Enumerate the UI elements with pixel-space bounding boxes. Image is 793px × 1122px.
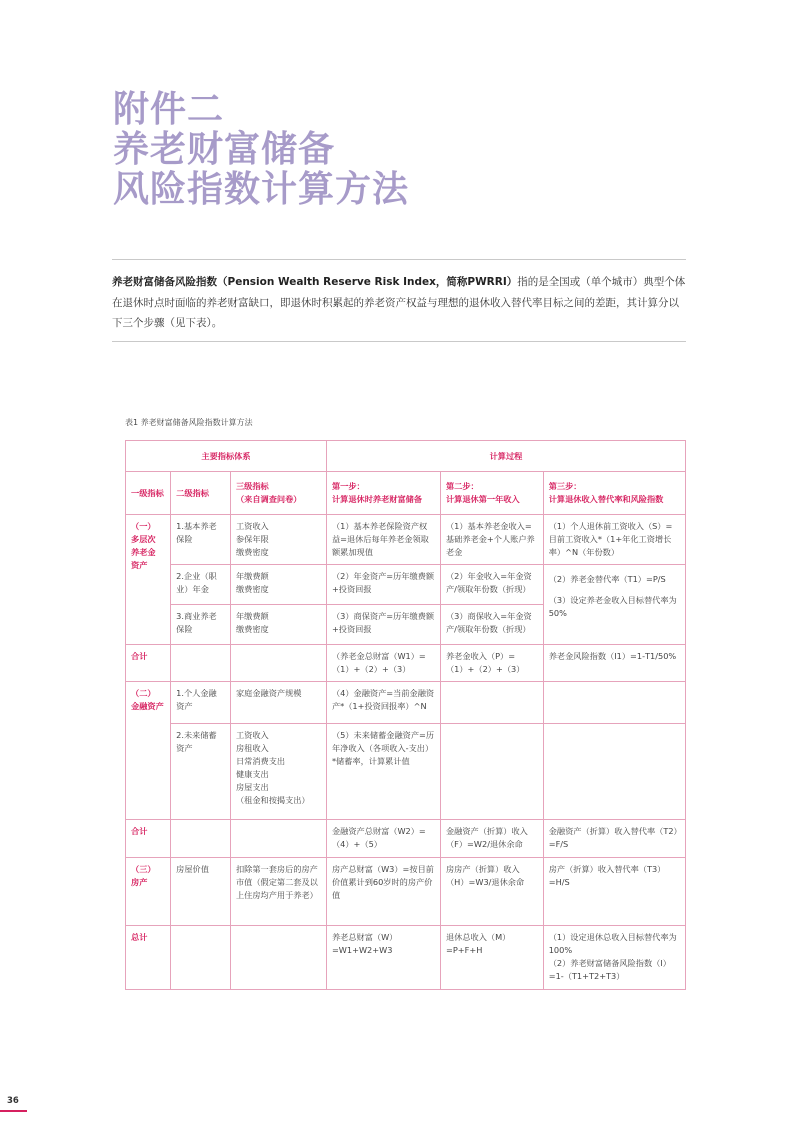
sec1-total-step2: 养老金收入（P）=（1）+（2）+（3）: [440, 645, 543, 682]
indicators-header: 主要指标体系: [126, 441, 327, 472]
intro-text: 指的是全国或（单个城市）典型个体在退休时点时面临的养老财富缺口，即退休时积累起的养老资产权益与理想的退休收入替代率目标之间的差距，其计算分以下三个步骤（见下表）。: [112, 276, 686, 329]
table-row: [126, 724, 686, 820]
level2-header: 二级指标: [171, 472, 231, 515]
sec1-r1-level2: 1.基本养老 保险: [171, 515, 231, 565]
sec1-r1-level3: 工资收入 参保年限 缴费密度: [230, 515, 326, 565]
page-number-underline: [0, 1110, 27, 1112]
sec3-level3: 扣除第一套房后的房产市值（假定第二套及以上住房均产用于养老）: [230, 858, 326, 926]
grand-total-step3: （1）设定退休总收入目标替代率为100% （2）养老财富储备风险指数（I）=1-（T1+T2+T3）: [543, 926, 685, 990]
sec3-level2: 房屋价值: [171, 858, 231, 926]
grand-total-step1: 养老总财富（W）=W1+W2+W3: [326, 926, 440, 990]
sec3-step3: 房产（折算）收入替代率（T3）=H/S: [543, 858, 685, 926]
sec1-r3-level2: 3.商业养老 保险: [171, 605, 231, 645]
sec1-r3-step1: （3）商保资产=历年缴费额+投资回报: [326, 605, 440, 645]
grand-total-step2: 退休总收入（M）=P+F+H: [440, 926, 543, 990]
method-table: [125, 440, 686, 990]
empty-cell: [230, 645, 326, 682]
title-line-3: 风险指数计算方法: [113, 169, 410, 210]
sec1-r1-step3: （1）个人退休前工资收入（S）=目前工资收入*（1+年化工资增长率）^N（年份数）: [543, 515, 685, 565]
sec2-r1-step1: （4）金融资产=当前金融资产*（1+投资回报率）^N: [326, 682, 440, 724]
sec2-r1-level2: 1.个人金融 资产: [171, 682, 231, 724]
table-row: [126, 682, 686, 724]
sec3-step1: 房产总财富（W3）=按目前价值累计到60岁时的房产价值: [326, 858, 440, 926]
table-row: [126, 515, 686, 565]
sec1-r2-level3: 年缴费额 缴费密度: [230, 565, 326, 605]
level1-header: 一级指标: [126, 472, 171, 515]
sec1-total-step3: 养老金风险指数（I1）=1-T1/50%: [543, 645, 685, 682]
group-header-row: [126, 441, 686, 472]
sec3-step2: 房房产（折算）收入（H）=W3/退休余命: [440, 858, 543, 926]
empty-cell: [543, 724, 685, 820]
bottom-divider: [112, 341, 686, 342]
empty-cell: [171, 926, 231, 990]
sec2-total-step2: 金融资产（折算）收入（F）=W2/退休余命: [440, 820, 543, 858]
page-title: [113, 90, 409, 210]
sec2-r1-level3: 家庭金融资产规模: [230, 682, 326, 724]
sec2-total-step1: 金融资产总财富（W2）=（4）+（5）: [326, 820, 440, 858]
process-header: 计算过程: [326, 441, 685, 472]
empty-cell: [440, 682, 543, 724]
step3-header: 第三步： 计算退休收入替代率和风险指数: [543, 472, 685, 515]
top-divider: [112, 259, 686, 260]
sec1-r3-level3: 年缴费额 缴费密度: [230, 605, 326, 645]
sec2-r2-level2: 2.未来储蓄 资产: [171, 724, 231, 820]
sec1-r1-step2: （1）基本养老金收入=基础养老金+个人账户养老金: [440, 515, 543, 565]
empty-cell: [230, 820, 326, 858]
empty-cell: [171, 645, 231, 682]
grand-total-label: 总计: [126, 926, 171, 990]
table-row: [126, 820, 686, 858]
table-row: [126, 645, 686, 682]
empty-cell: [230, 926, 326, 990]
section1-label: （一） 多层次 养老金 资产: [126, 515, 171, 645]
title-line-1: 附件二: [113, 89, 225, 130]
sec1-r2-step2: （2）年金收入=年金资产/领取年份数（折现）: [440, 565, 543, 605]
step1-header: 第一步： 计算退休时养老财富储备: [326, 472, 440, 515]
sec1-r3-step2: （3）商保收入=年金资产/领取年份数（折现）: [440, 605, 543, 645]
empty-cell: [171, 820, 231, 858]
empty-cell: [543, 682, 685, 724]
intro-paragraph: [112, 272, 688, 334]
step2-header: 第二步： 计算退休第一年收入: [440, 472, 543, 515]
intro-bold: 养老财富储备风险指数（Pension Wealth Reserve Risk Index，简称PWRRI）: [112, 276, 518, 288]
level3-header: 三级指标 （来自调查问卷）: [230, 472, 326, 515]
table-row: [126, 565, 686, 605]
sec2-r2-step1: （5）未来储蓄金融资产=历年净收入（各项收入-支出）*储蓄率，计算累计值: [326, 724, 440, 820]
section2-label: （二） 金融资产: [126, 682, 171, 820]
sec1-r1-step1: （1）基本养老保险资产权益=退休后每年养老金领取额累加现值: [326, 515, 440, 565]
title-line-2: 养老财富储备: [113, 129, 336, 170]
table-row: [126, 926, 686, 990]
sec1-r2-step1: （2）年金资产=历年缴费额+投资回报: [326, 565, 440, 605]
sec2-total-step3: 金融资产（折算）收入替代率（T2）=F/S: [543, 820, 685, 858]
sec2-r2-level3: 工资收入 房租收入 日常消费支出 健康支出 房屋支出 （租金和按揭支出）: [230, 724, 326, 820]
sec2-total-label: 合计: [126, 820, 171, 858]
sec1-r2-step3: （2）养老金替代率（T1）=P/S （3）设定养老金收入目标替代率为50%: [543, 565, 685, 645]
table-row: [126, 858, 686, 926]
sec1-r2-level2: 2.企业（职业）年金: [171, 565, 231, 605]
sec1-total-label: 合计: [126, 645, 171, 682]
column-header-row: [126, 472, 686, 515]
sec1-total-step1: （养老金总财富（W1）=（1）+（2）+（3）: [326, 645, 440, 682]
section3-label: （三） 房产: [126, 858, 171, 926]
table-caption: 表1 养老财富储备风险指数计算方法: [125, 418, 253, 427]
page-number: 36: [7, 1096, 19, 1106]
empty-cell: [440, 724, 543, 820]
